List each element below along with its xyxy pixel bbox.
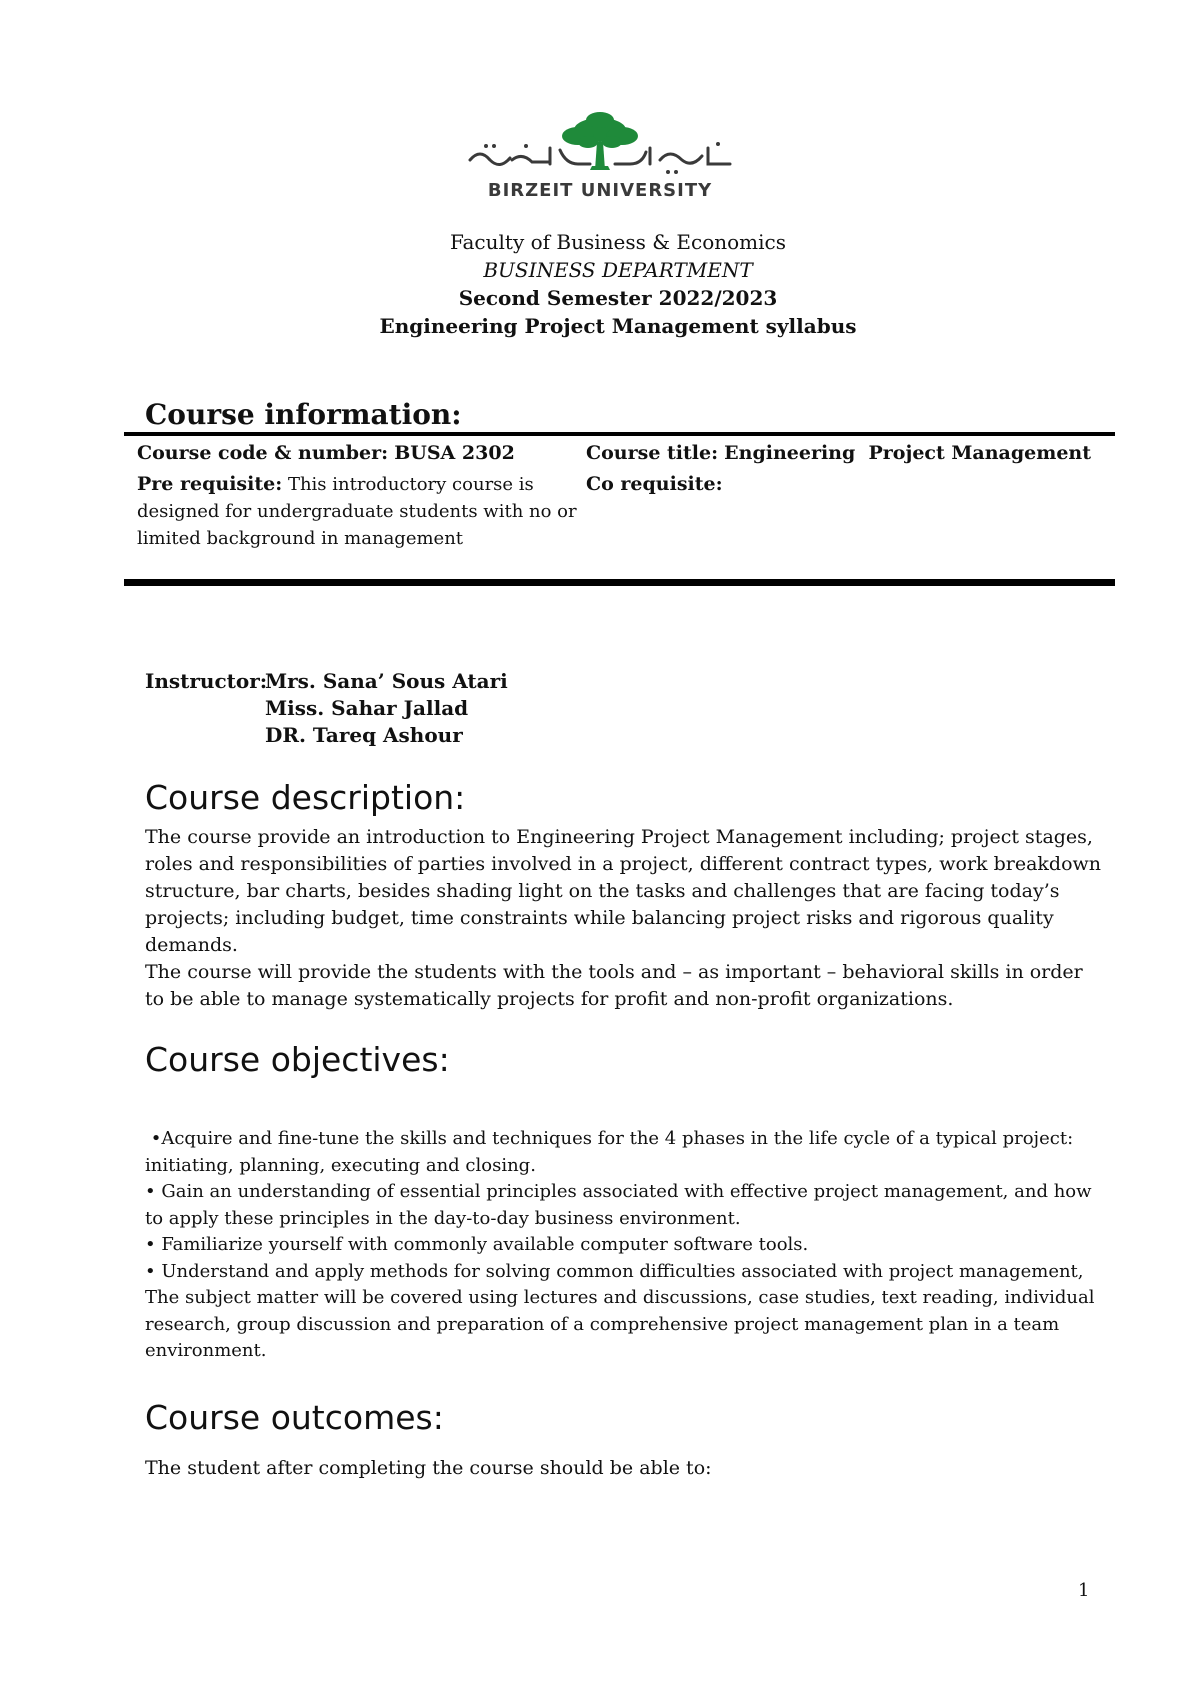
objective-item: • Gain an understanding of essential principles associated with effective project management, and how to apply these principles in the day-to-day business environment. [145, 1181, 1092, 1229]
course-code-label: Course code & number: [137, 442, 389, 464]
semester: Second Semester 2022/2023 [458, 286, 778, 310]
olive-tree-icon [450, 108, 750, 188]
document-header [0, 228, 1200, 340]
course-code-value: BUSA 2302 [394, 442, 515, 464]
instructor-block [145, 668, 508, 749]
page-number: 1 [1078, 1580, 1090, 1601]
corequisite-label: Co requisite: [586, 473, 723, 495]
instructor-row [145, 668, 508, 695]
course-info-left-column [137, 440, 577, 556]
course-title-line [586, 440, 1106, 467]
instructor-name: DR. Tareq Ashour [265, 723, 463, 747]
corequisite-line [586, 471, 1106, 498]
course-objectives-list [145, 1126, 1110, 1365]
instructor-label: Instructor: [145, 669, 268, 693]
course-outcomes-heading: Course outcomes: [145, 1398, 444, 1437]
objective-item: •Acquire and fine-tune the skills and techniques for the 4 phases in the life cycle of a typical project: initiating, planning, executing and closing. [145, 1128, 1079, 1176]
course-title-label: Course title: [586, 442, 719, 464]
course-info-right-column [586, 440, 1106, 502]
description-paragraph: The course provide an introduction to Engineering Project Management including; project stages, roles and responsibilities of parties involved in a project, different contract types, work breakdown structure, bar charts, besides shading light on the tasks and challenges that are facing today’s projects; including budget, time constraints while balancing project risks and rigorous quality demands. [145, 826, 1102, 956]
bottom-divider [124, 579, 1115, 586]
course-outcomes-intro: The student after completing the course should be able to: [145, 1457, 712, 1479]
department-name: BUSINESS DEPARTMENT [483, 258, 753, 282]
syllabus-title: Engineering Project Management syllabus [379, 314, 857, 338]
course-description-text [145, 824, 1105, 1013]
objective-item: • Understand and apply methods for solving common difficulties associated with project management, The subject matter will be covered using lectures and discussions, case studies, text reading, individual research, group discussion and preparation of a comprehensive project management plan in a team environment. [145, 1260, 1095, 1361]
description-paragraph: The course will provide the students with the tools and – as important – behavioral skills in order to be able to manage systematically projects for profit and non-profit organizations. [145, 961, 1083, 1010]
course-title-value: Engineering Project Management [724, 442, 1092, 464]
objective-item: • Familiarize yourself with commonly available computer software tools. [145, 1234, 809, 1255]
instructor-name: Mrs. Sana’ Sous Atari [265, 669, 508, 693]
prerequisite-value: This introductory course is designed for undergraduate students with no or limited background in management [137, 474, 577, 549]
top-divider [124, 432, 1115, 436]
course-code-line [137, 440, 577, 467]
university-name: BIRZEIT UNIVERSITY [487, 180, 713, 201]
instructor-row [145, 722, 508, 749]
faculty-name: Faculty of Business & Economics [449, 230, 786, 254]
course-information-heading: Course information: [145, 398, 462, 431]
instructor-name: Miss. Sahar Jallad [265, 696, 469, 720]
course-objectives-heading: Course objectives: [145, 1040, 450, 1079]
prerequisite-line [137, 471, 577, 552]
course-description-heading: Course description: [145, 778, 466, 817]
instructor-row [145, 695, 508, 722]
prerequisite-label: Pre requisite: [137, 473, 283, 495]
